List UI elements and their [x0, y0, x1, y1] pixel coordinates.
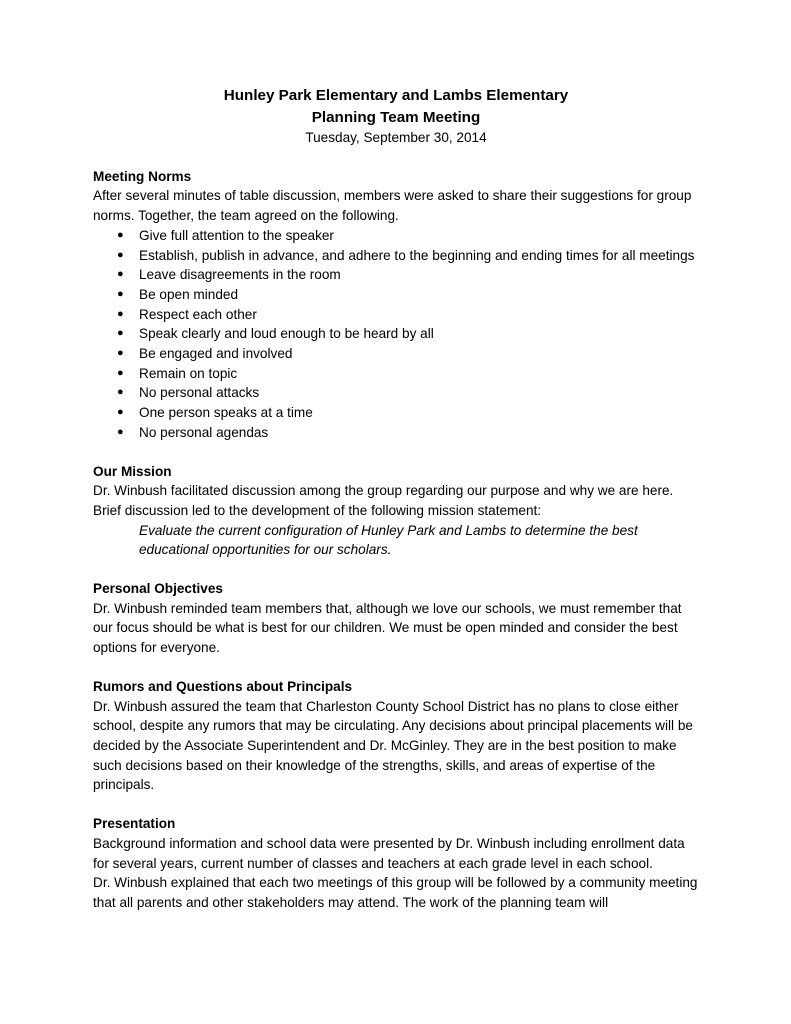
- section-paragraph: Dr. Winbush reminded team members that, although we love our schools, we must remember that our focus should be what is best for our children. We must be open minded and consider the best options for everyone.: [93, 600, 682, 656]
- list-item: [93, 226, 701, 246]
- section-paragraph: After several minutes of table discussion, members were asked to share their suggestions for group norms. Together, the team agreed on the following.: [93, 188, 692, 224]
- list-item-text: One person speaks at a time: [139, 405, 313, 421]
- bullet-icon: ●: [117, 287, 124, 300]
- section-personal-objectives: [93, 579, 701, 658]
- section-heading: Presentation: [93, 816, 176, 832]
- bullet-icon: ●: [117, 386, 124, 399]
- list-item-text: Establish, publish in advance, and adhere to the beginning and ending times for all meetings: [139, 247, 695, 263]
- section-heading: Personal Objectives: [93, 581, 223, 597]
- list-item-text: Be engaged and involved: [139, 346, 293, 362]
- bullet-icon: ●: [117, 248, 124, 261]
- bullet-icon: ●: [117, 347, 124, 360]
- list-item: [93, 403, 701, 423]
- section-presentation: [93, 814, 701, 913]
- document-subtitle: Planning Team Meeting: [311, 108, 481, 126]
- document-title: Hunley Park Elementary and Lambs Elementary: [223, 87, 569, 104]
- bullet-icon: ●: [117, 425, 124, 438]
- section-heading: Meeting Norms: [93, 168, 192, 184]
- list-item: [93, 246, 701, 266]
- bullet-icon: ●: [117, 268, 124, 281]
- section-paragraph: Background information and school data were presented by Dr. Winbush including enrollment data for several years, current number of classes and teachers at each grade level in each school.: [93, 835, 685, 871]
- bullet-icon: ●: [117, 327, 124, 340]
- bullet-icon: ●: [117, 307, 124, 320]
- list-item-text: Respect each other: [139, 306, 257, 322]
- list-item: [93, 364, 701, 384]
- list-item-text: No personal attacks: [139, 385, 260, 401]
- section-paragraph: Dr. Winbush assured the team that Charleston County School District has no plans to close either school, despite any rumors that may be circulating. Any decisions about principal placements will be decided by the Associate Superintendent and Dr. McGinley. They are in the best position to make such decisions based on their knowledge of the strengths, skills, and areas of expertise of the principals.: [93, 698, 693, 793]
- list-item: [93, 305, 701, 325]
- bullet-icon: ●: [117, 406, 124, 419]
- norms-list: [93, 226, 701, 443]
- list-item: [93, 423, 701, 443]
- list-item: [93, 324, 701, 344]
- document-body: [93, 85, 701, 913]
- section-paragraph: Dr. Winbush explained that each two meetings of this group will be followed by a community meeting that all parents and other stakeholders may attend. The work of the planning team will: [93, 875, 698, 910]
- list-item-text: Speak clearly and loud enough to be heard by all: [139, 326, 434, 342]
- section-heading: Rumors and Questions about Principals: [93, 678, 353, 694]
- list-item: [93, 383, 701, 403]
- section-rumors: [93, 677, 701, 795]
- title-block: [93, 85, 699, 148]
- list-item-text: No personal agendas: [139, 424, 269, 440]
- section-paragraph: Dr. Winbush facilitated discussion among the group regarding our purpose and why we are here. Brief discussion led to the development of the following mission statement:: [93, 483, 674, 518]
- list-item-text: Remain on topic: [139, 365, 238, 381]
- list-item-text: Give full attention to the speaker: [139, 227, 334, 243]
- bullet-icon: ●: [117, 228, 124, 241]
- mission-statement: Evaluate the current configuration of Hunley Park and Lambs to determine the best educational opportunities for our scholars.: [139, 522, 638, 558]
- section-our-mission: [93, 462, 701, 561]
- list-item-text: Be open minded: [139, 286, 239, 302]
- section-heading: Our Mission: [93, 463, 172, 479]
- list-item-text: Leave disagreements in the room: [139, 267, 341, 283]
- meeting-date: Tuesday, September 30, 2014: [305, 130, 487, 145]
- list-item: [93, 344, 701, 364]
- list-item: [93, 265, 701, 285]
- bullet-icon: ●: [117, 366, 124, 379]
- section-meeting-norms: [93, 167, 701, 443]
- list-item: [93, 285, 701, 305]
